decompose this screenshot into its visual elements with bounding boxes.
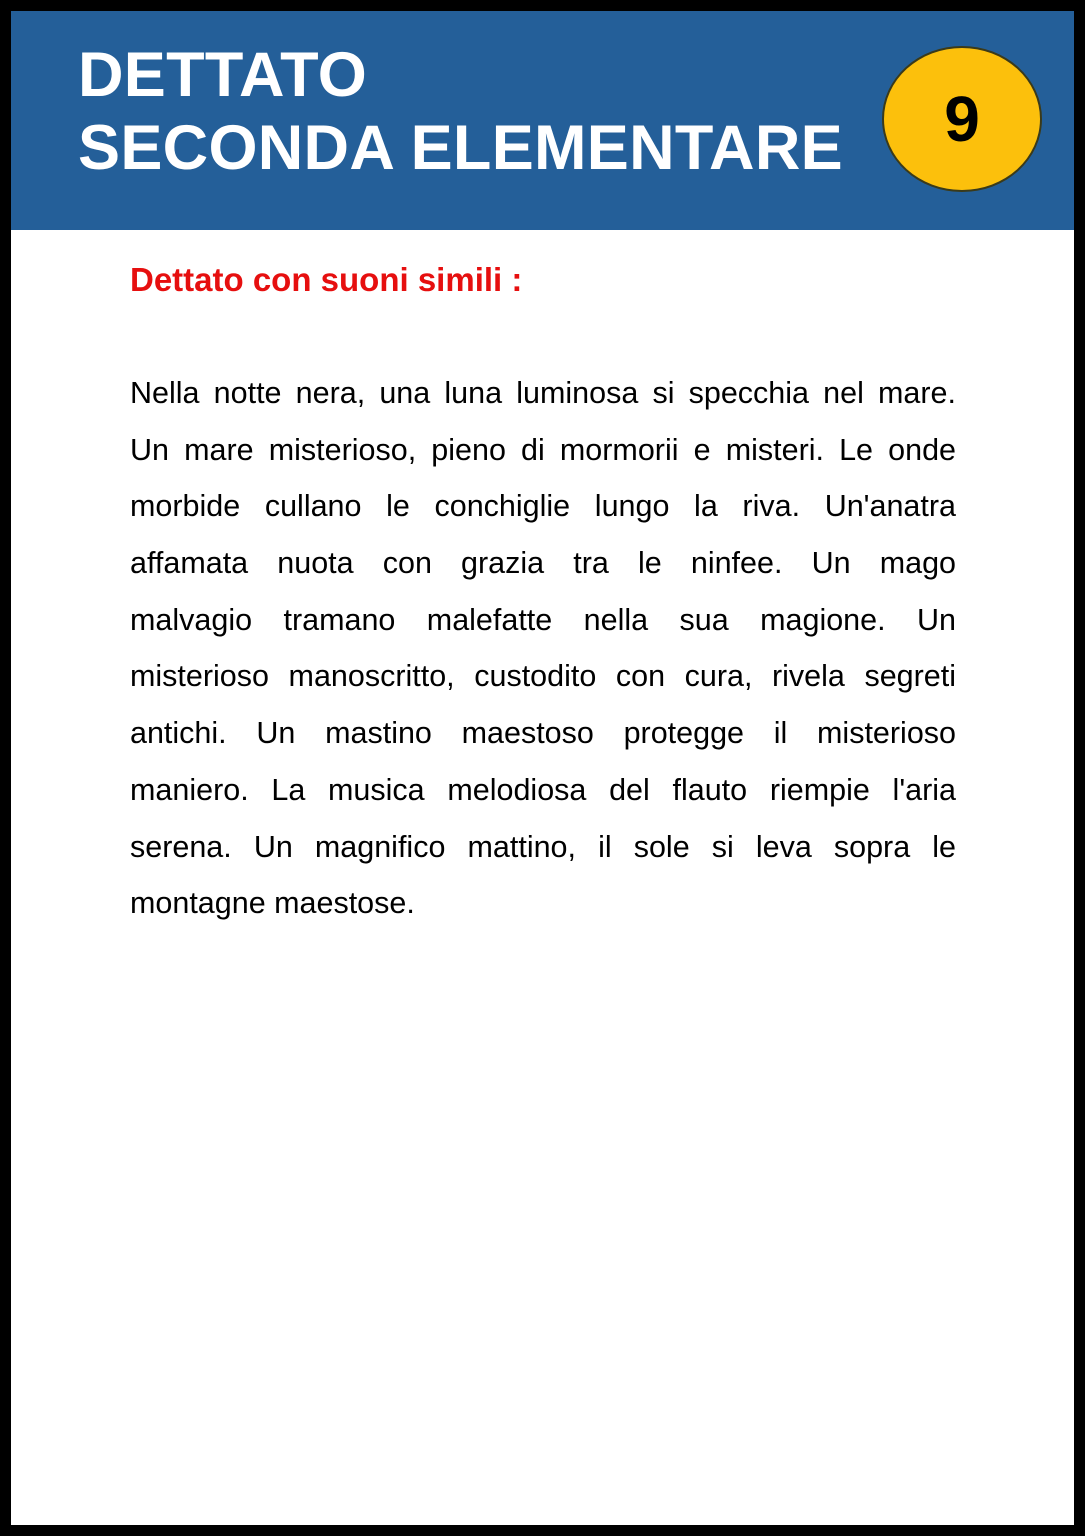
worksheet-page [11, 11, 1074, 1525]
dictation-text [130, 373, 956, 940]
title-line-2: SECONDA ELEMENTARE [78, 113, 843, 183]
text-line: affamata nuota con grazia tra le ninfee. Un mago [130, 546, 956, 581]
header-banner [11, 11, 1074, 230]
text-line: maniero. La musica melodiosa del flauto riempie l'aria [130, 772, 956, 807]
text-line: montagne maestose. [130, 886, 415, 921]
text-line: Nella notte nera, una luna luminosa si specchia nel mare. [130, 376, 956, 410]
section-subtitle: Dettato con suoni simili : [130, 261, 523, 298]
text-line: Un mare misterioso, pieno di mormorii e misteri. Le onde [130, 432, 956, 467]
number-badge: 9 [882, 46, 1042, 192]
title-line-1: DETTATO [78, 40, 368, 110]
text-line: misterioso manoscritto, custodito con cura, rivela segreti [130, 659, 956, 694]
text-line: serena. Un magnifico mattino, il sole si leva sopra le [130, 829, 956, 864]
text-line: morbide cullano le conchiglie lungo la riva. Un'anatra [130, 489, 956, 524]
text-line: malvagio tramano malefatte nella sua magione. Un [130, 602, 956, 637]
text-line: antichi. Un mastino maestoso protegge il misterioso [130, 716, 956, 751]
